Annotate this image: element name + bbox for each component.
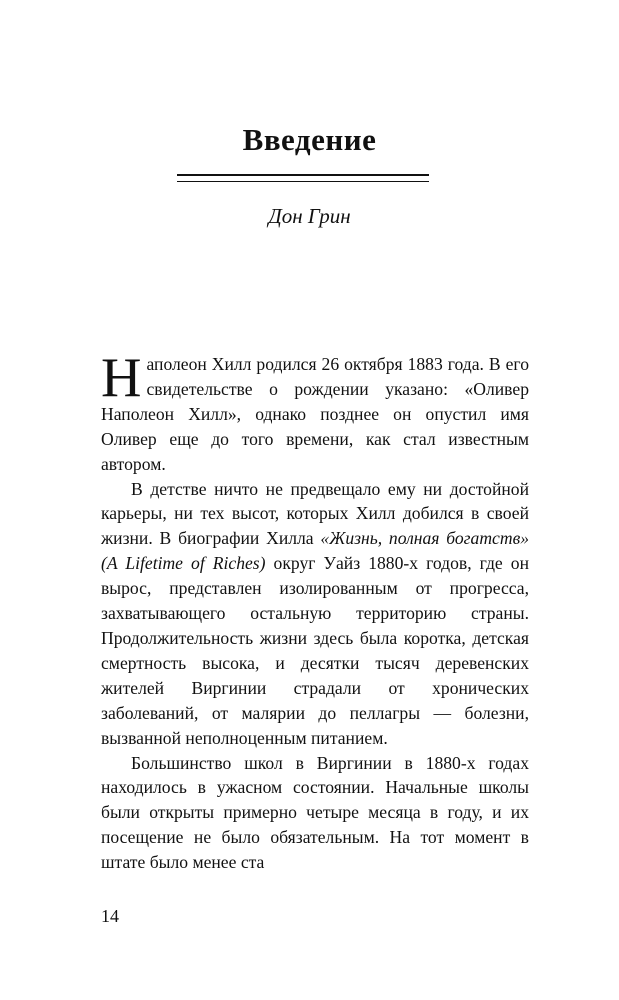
chapter-author: Дон Грин [268, 204, 351, 228]
paragraph-1-text: аполеон Хилл родился 26 октября 1883 года. В его свидетельстве о рождении указано: «Оливер Наполеон Хилл», однако позднее он опустил имя Оливер еще до того времени, как стал известным автором. [101, 354, 529, 474]
paragraph-2 [101, 477, 529, 751]
paragraph-3 [101, 751, 529, 876]
page-number: 14 [101, 906, 119, 926]
paragraph-1 [101, 347, 529, 477]
book-title-italic: «Жизнь, полная богатств» (A Lifetime of Riches) [101, 528, 529, 574]
title-rule-top [177, 174, 429, 176]
paragraph-2-text-start: В детстве ничто не предвещало ему ни достойной карьеры, ни тех высот, которых Хилл добился в своей жизни. В биографии Хилла [101, 478, 529, 549]
drop-cap: Н [101, 347, 142, 409]
title-rule-bottom [177, 181, 429, 182]
paragraph-3-text: Большинство школ в Виргинии в 1880-х годах находилось в ужасном состоянии. Начальные школы были открыты примерно четыре месяца в году, и их посещение не было обязательным. На тот момент в штате было менее ста [101, 752, 529, 873]
paragraph-2-text-end: округ Уайз 1880-х годов, где он вырос, представлен изолированным от прогресса, захватывающего остальную территорию страны. Продолжительность жизни здесь была коротка, детская смертность высока, и десятки тысяч деревенских жителей Виргинии страдали от хронических заболеваний, от малярии до пеллагры — болезни, вызванной неполноценным питанием. [101, 553, 529, 748]
body-text [101, 347, 529, 875]
chapter-title: Введение [242, 122, 377, 157]
